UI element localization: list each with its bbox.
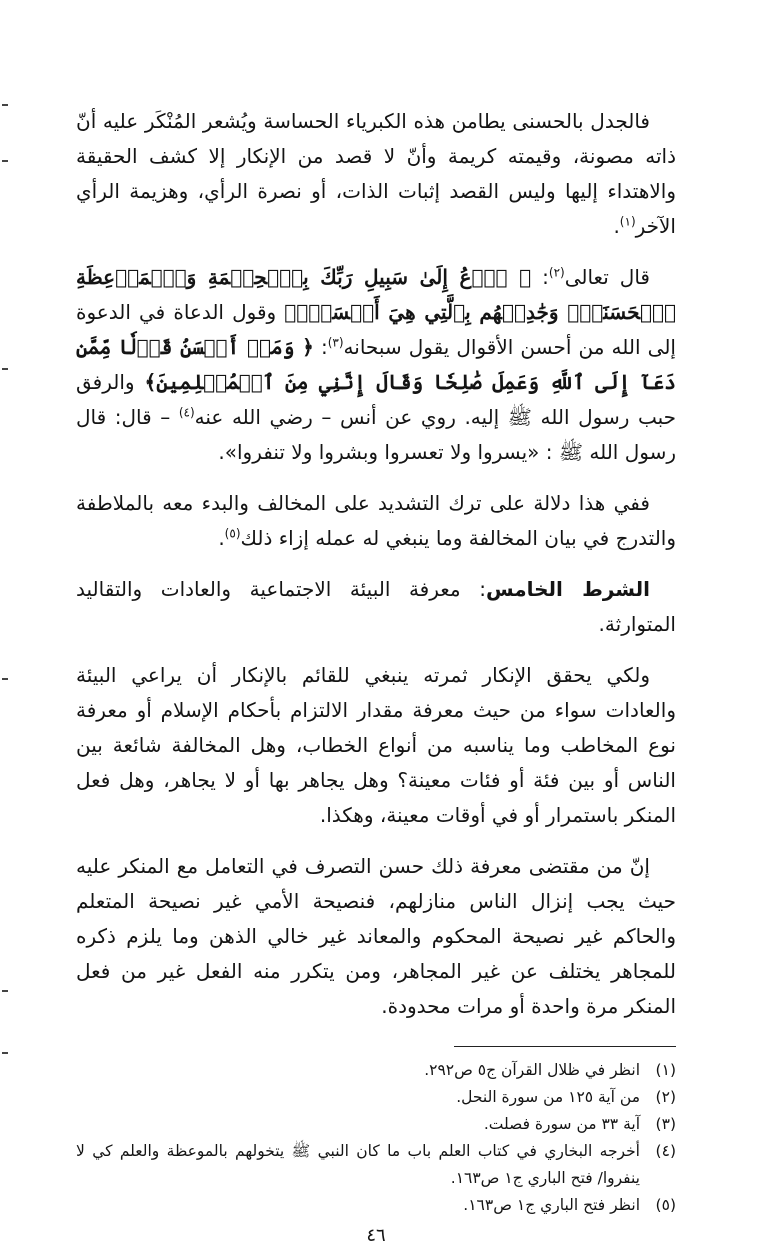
footnote-text: انظر في ظلال القرآن ج٥ ص٢٩٢. [424, 1061, 640, 1079]
paragraph: إنّ من مقتضى معرفة ذلك حسن التصرف في التعامل مع المنكر عليه حيث يجب إنزال الناس منازلهم، فنصيحة الأمي غير نصيحة المتعلم والحاكم غير نصيحة المحكوم والمعاند غير خالي الذهن وما يلزم ذكره للمجاهر يختلف عن غير المجاهر، ومن يتكرر منه الفعل غير من فعل المنكر مرة واحدة أو مرات محدودة. [76, 854, 676, 1018]
condition-label: الشرط الخامس [485, 577, 650, 601]
footnote-divider [454, 1046, 676, 1047]
footnote [76, 1084, 676, 1111]
footnote-text: من آية ١٢٥ من سورة النحل. [456, 1088, 640, 1106]
margin-mark [2, 1052, 8, 1054]
footnote-number: (٥) [655, 1196, 676, 1214]
margin-mark [2, 160, 8, 162]
margin-mark [2, 368, 8, 370]
paragraph: ففي هذا دلالة على ترك التشديد على المخالف والبدء معه بالملاطفة والتدرج في بيان المخالفة وما ينبغي له عمله إزاء ذلك$^{(٥)}$. [76, 491, 676, 550]
book-page [76, 104, 676, 1246]
footnote-ref[interactable]: (١) [619, 214, 636, 229]
footnote-ref[interactable]: (٥) [224, 526, 241, 541]
footnote-number: (٤) [655, 1142, 676, 1160]
footnote-number: (٢) [655, 1088, 676, 1106]
footnote-text: آية ٣٣ من سورة فصلت. [483, 1115, 640, 1133]
paragraph: ولكي يحقق الإنكار ثمرته ينبغي للقائم بالإنكار أن يراعي البيئة والعادات سواء من حيث معرفة مقدار الالتزام بأحكام الإسلام أو معرفة نوع المخاطب وما يناسبه من أنواع الخطاب، وهل المخالفة شائعة بين الناس أو بين فئة أو فئات معينة؟ وهل يجاهر بها أو لا يجاهر، وهل فعل المنكر باستمرار أو في أوقات معينة، وهكذا. [76, 663, 676, 827]
footnotes-list [76, 1057, 676, 1219]
footnote [76, 1192, 676, 1219]
footnote-ref[interactable]: (٣) [327, 335, 344, 350]
footnote [76, 1138, 676, 1192]
footnote-ref[interactable]: (٢) [548, 265, 565, 280]
margin-mark [2, 990, 8, 992]
footnote [76, 1057, 676, 1084]
footnote-ref[interactable]: (٤) [178, 405, 195, 420]
margin-mark [2, 678, 8, 680]
paragraph: فالجدل بالحسنى يطامن هذه الكبرياء الحساسة ويُشعر المُنْكَر عليه أنّ ذاته مصونة، وقيمته كريمة وأنّ لا قصد من الإنكار إلا كشف الحقيقة والاهتداء إليها وليس القصد إثبات الذات، أو نصرة الرأي، وهزيمة الرأي الآخر$^{(١)}$. [76, 109, 676, 238]
margin-mark [2, 104, 8, 106]
footnote-number: (٣) [655, 1115, 676, 1133]
paragraph-quran: قال تعالى$^{(٢)}$: ﴿ ٱدۡعُ إِلَىٰ سَبِيلِ رَبِّكَ بِٱلۡحِكۡمَةِ وَٱلۡمَوۡعِظَةِ ٱلۡحَسَنَةِۖ وَجَٰدِلۡهُم بِٱلَّتِي هِيَ أَحۡسَنُۚ﴾ وقول الدعاة في الدعوة إلى الله من أحسن الأقوال يقول سبحانه$^{(٣)}$: ﴿ وَمَنۡ أَحۡسَنُ قَوۡلٗا مِّمَّن دَعَآ إِلَى ٱللَّهِ وَعَمِلَ صَٰلِحٗا وَقَالَ إِنَّنِي مِنَ ٱلۡمُسۡلِمِينَ﴾ والرفق حبب رسول الله ﷺ إليه. روي عن أنس – رضي الله عنه$^{(٤)}$ – قال: قال رسول الله ﷺ : «يسروا ولا تعسروا وبشروا ولا تنفروا». [76, 265, 676, 464]
footnote-text: أخرجه البخاري في كتاب العلم باب ما كان النبي ﷺ يتخولهم بالموعظة والعلم كي لا ينفروا/ فتح الباري ج١ ص١٦٣. [76, 1142, 640, 1187]
footnote [76, 1111, 676, 1138]
page-number: ٤٦ [366, 1225, 386, 1246]
footnote-number: (١) [655, 1061, 676, 1079]
quran-verse: ﴿ وَمَنۡ أَحۡسَنُ قَوۡلٗا مِّمَّن دَعَآ إِلَى ٱللَّهِ وَعَمِلَ صَٰلِحٗا وَقَالَ إِنَّنِي مِنَ ٱلۡمُسۡلِمِينَ﴾ [76, 335, 676, 394]
quran-verse: ﴿ ٱدۡعُ إِلَىٰ سَبِيلِ رَبِّكَ بِٱلۡحِكۡمَةِ وَٱلۡمَوۡعِظَةِ ٱلۡحَسَنَةِۖ وَجَٰدِلۡهُم بِٱلَّتِي هِيَ أَحۡسَنُۚ﴾ [76, 265, 676, 324]
section-heading: الشرط الخامس: معرفة البيئة الاجتماعية والعادات والتقاليد المتوارثة. [76, 577, 676, 636]
footnote-text: انظر فتح الباري ج١ ص١٦٣. [463, 1196, 640, 1214]
